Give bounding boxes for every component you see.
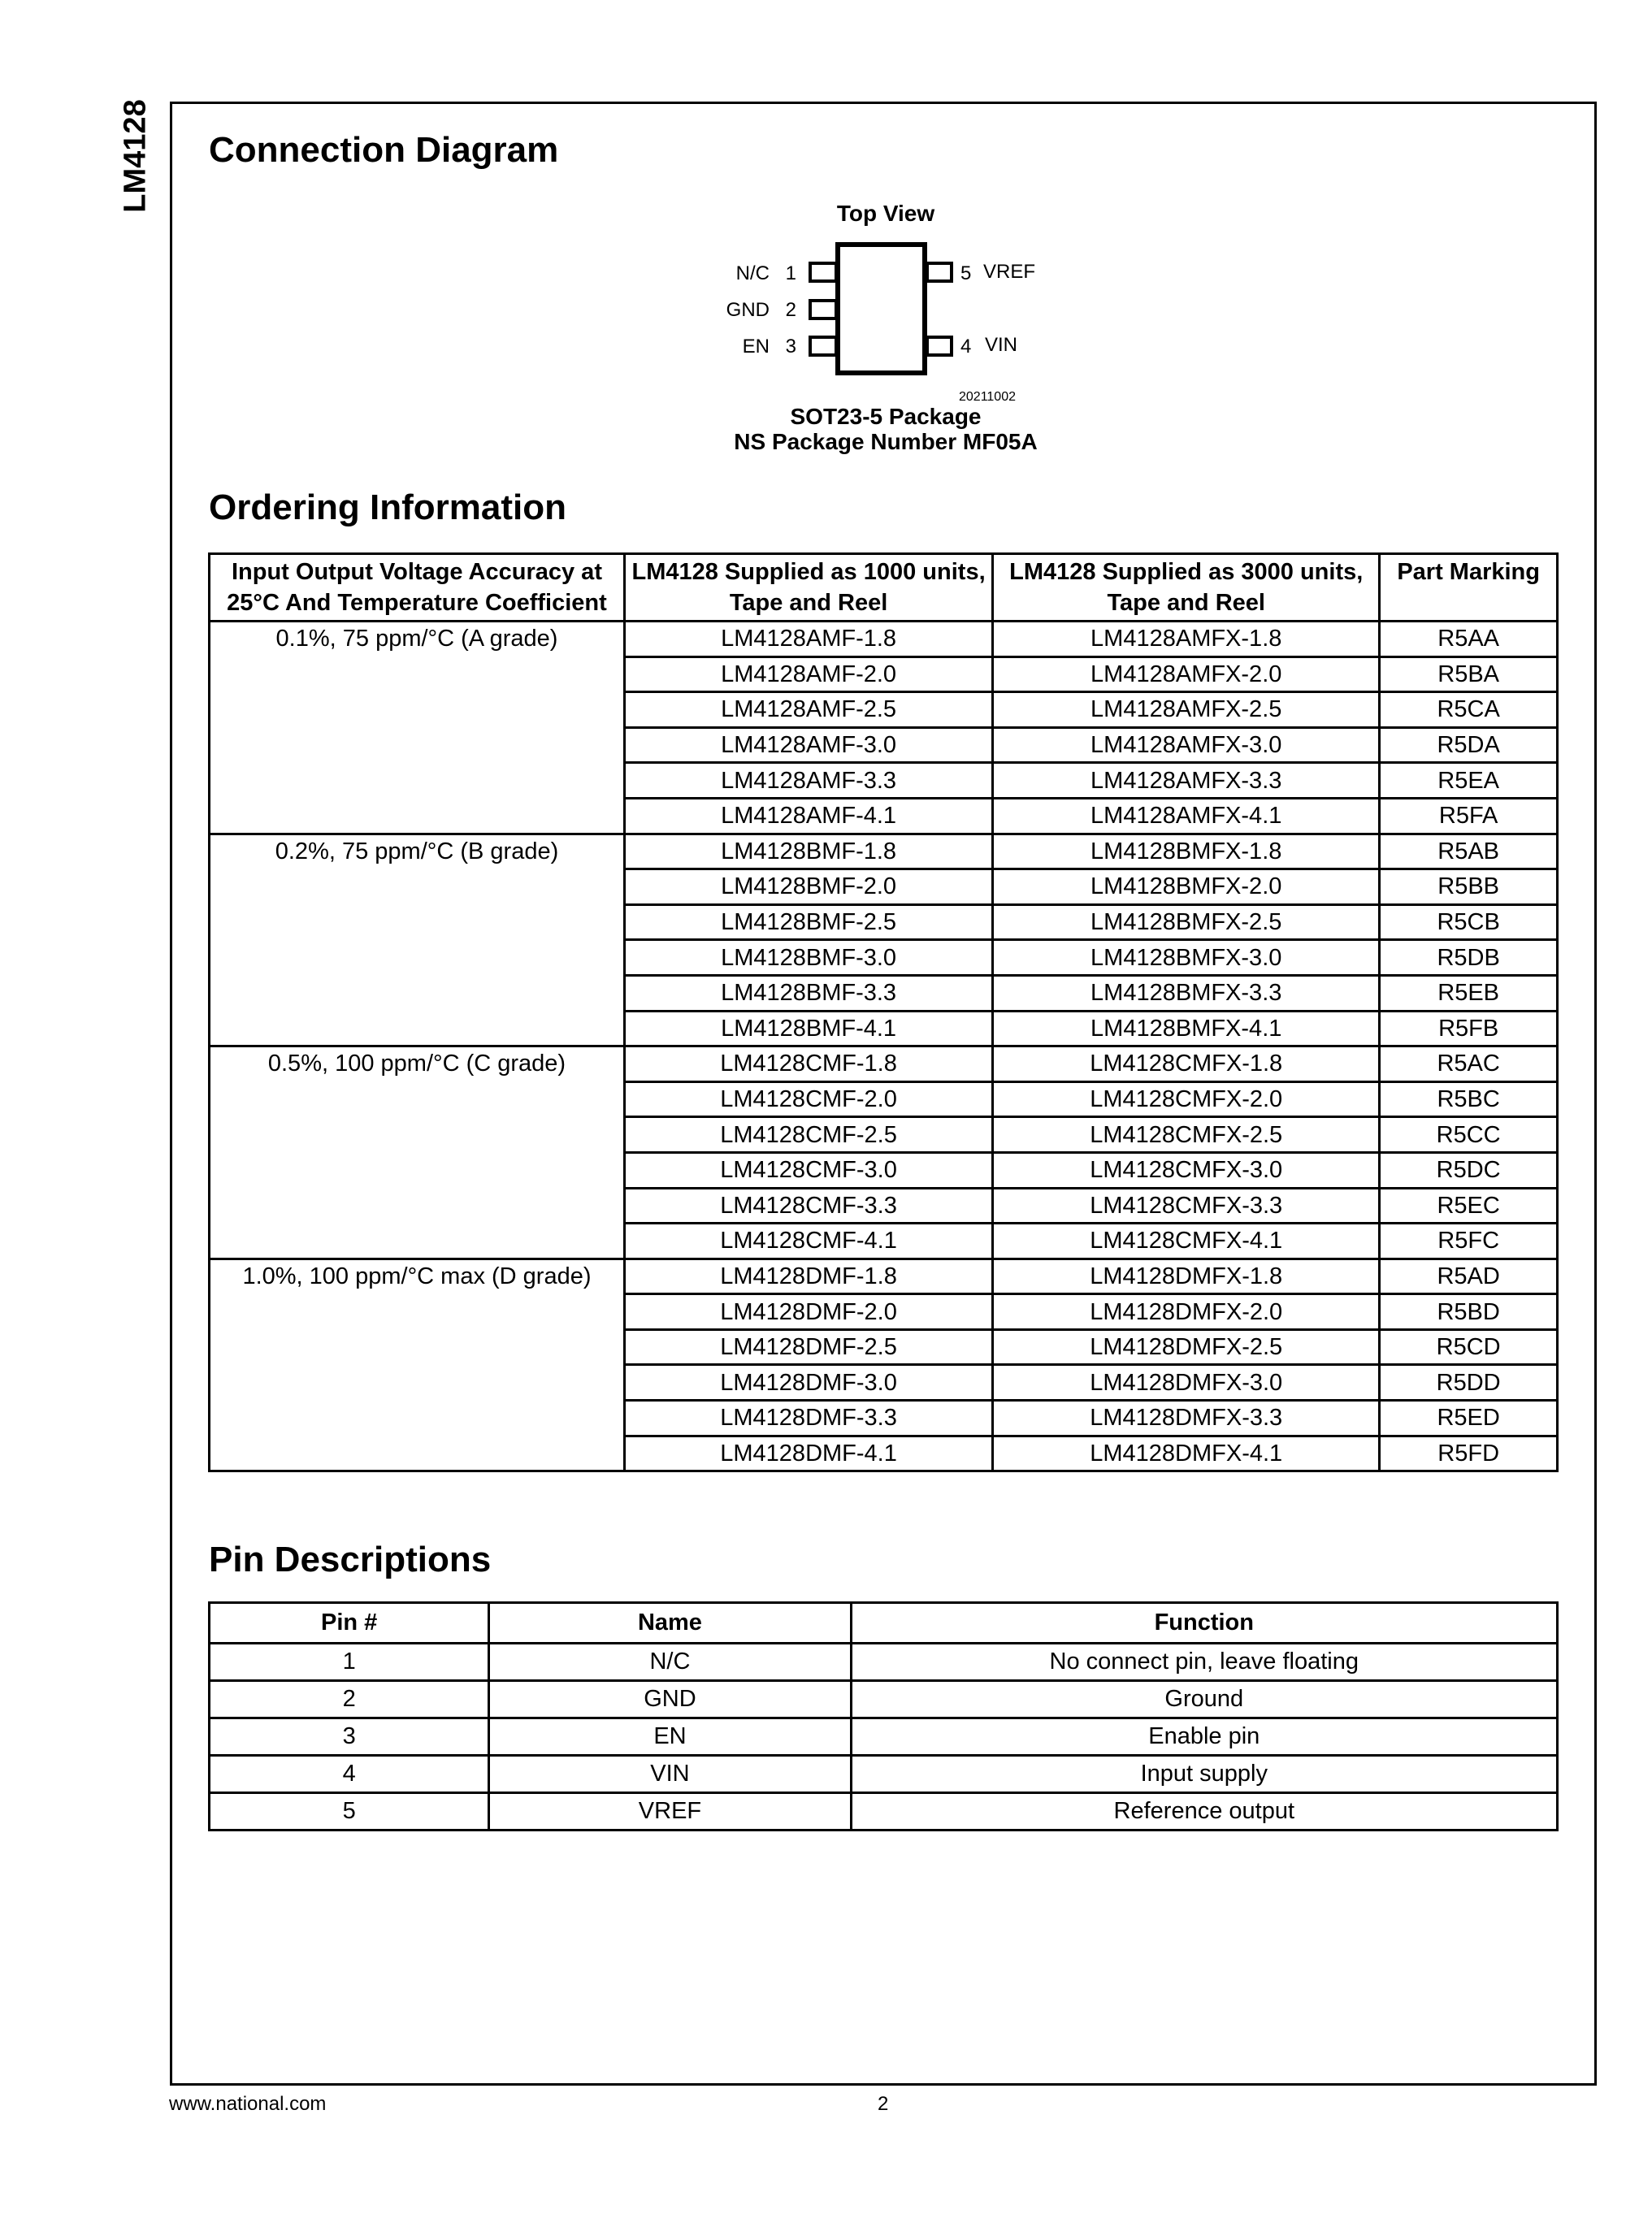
grade-cell: 0.2%, 75 ppm/°C (B grade) <box>210 834 625 1046</box>
grade-cell: 0.1%, 75 ppm/°C (A grade) <box>210 622 625 834</box>
part-1000-cell: LM4128CMF-2.5 <box>624 1117 992 1153</box>
part-3000-cell: LM4128AMFX-2.5 <box>993 692 1380 728</box>
pin-function-cell: No connect pin, leave floating <box>851 1644 1557 1681</box>
part-3000-cell: LM4128CMFX-1.8 <box>993 1046 1380 1082</box>
marking-cell: R5BD <box>1380 1294 1558 1330</box>
part-3000-cell: LM4128AMFX-1.8 <box>993 622 1380 657</box>
part-1000-cell: LM4128CMF-1.8 <box>624 1046 992 1082</box>
side-title-text: LM4128 <box>118 99 153 213</box>
part-3000-cell: LM4128DMFX-2.5 <box>993 1329 1380 1365</box>
table-row <box>210 1756 1558 1793</box>
column-header: LM4128 Supplied as 1000 units, Tape and Reel <box>624 554 992 622</box>
package-number-caption: NS Package Number MF05A <box>734 429 1038 454</box>
part-1000-cell: LM4128AMF-3.3 <box>624 763 992 799</box>
part-3000-cell: LM4128DMFX-1.8 <box>993 1259 1380 1294</box>
table-row <box>210 834 1558 869</box>
package-caption: SOT23-5 Package <box>790 404 982 429</box>
column-header: LM4128 Supplied as 3000 units, Tape and Reel <box>993 554 1380 622</box>
marking-cell: R5EC <box>1380 1188 1558 1224</box>
marking-cell: R5DB <box>1380 940 1558 976</box>
part-1000-cell: LM4128BMF-4.1 <box>624 1011 992 1046</box>
part-3000-cell: LM4128BMFX-3.0 <box>993 940 1380 976</box>
marking-cell: R5CA <box>1380 692 1558 728</box>
part-1000-cell: LM4128CMF-3.3 <box>624 1188 992 1224</box>
part-1000-cell: LM4128CMF-3.0 <box>624 1152 992 1188</box>
marking-cell: R5FA <box>1380 798 1558 834</box>
svg-text:4: 4 <box>960 336 972 357</box>
pin-number-cell: 1 <box>210 1644 489 1681</box>
table-row <box>210 622 1558 657</box>
pin-number-cell: 3 <box>210 1718 489 1756</box>
marking-cell: R5FD <box>1380 1436 1558 1471</box>
part-1000-cell: LM4128AMF-1.8 <box>624 622 992 657</box>
column-header: Part Marking <box>1380 554 1558 622</box>
footer-url: www.national.com <box>169 2093 327 2115</box>
pin-name-cell: EN <box>489 1718 851 1756</box>
pin-descriptions-table <box>208 1601 1559 1831</box>
table-row <box>210 1718 1558 1756</box>
table-row <box>210 1644 1558 1681</box>
svg-text:1: 1 <box>785 262 796 284</box>
pin-name-cell: VIN <box>489 1756 851 1793</box>
diagram-title: Top View <box>836 201 935 226</box>
part-1000-cell: LM4128CMF-2.0 <box>624 1081 992 1117</box>
part-3000-cell: LM4128AMFX-3.3 <box>993 763 1380 799</box>
part-1000-cell: LM4128DMF-3.0 <box>624 1365 992 1401</box>
part-1000-cell: LM4128CMF-4.1 <box>624 1224 992 1259</box>
column-header: Input Output Voltage Accuracy at 25°C And Temperature Coefficient <box>210 554 625 622</box>
part-1000-cell: LM4128DMF-2.0 <box>624 1294 992 1330</box>
grade-cell: 0.5%, 100 ppm/°C (C grade) <box>210 1046 625 1259</box>
part-1000-cell: LM4128BMF-1.8 <box>624 834 992 869</box>
part-3000-cell: LM4128DMFX-3.0 <box>993 1365 1380 1401</box>
part-3000-cell: LM4128AMFX-4.1 <box>993 798 1380 834</box>
part-1000-cell: LM4128BMF-2.5 <box>624 904 992 940</box>
part-1000-cell: LM4128AMF-2.5 <box>624 692 992 728</box>
marking-cell: R5FB <box>1380 1011 1558 1046</box>
svg-text:5: 5 <box>960 262 972 284</box>
marking-cell: R5ED <box>1380 1401 1558 1436</box>
part-3000-cell: LM4128BMFX-2.0 <box>993 869 1380 905</box>
marking-cell: R5AB <box>1380 834 1558 869</box>
part-3000-cell: LM4128BMFX-3.3 <box>993 975 1380 1011</box>
part-1000-cell: LM4128DMF-4.1 <box>624 1436 992 1471</box>
part-1000-cell: LM4128AMF-4.1 <box>624 798 992 834</box>
grade-cell: 1.0%, 100 ppm/°C max (D grade) <box>210 1259 625 1471</box>
pin-number-cell: 4 <box>210 1756 489 1793</box>
marking-cell: R5CB <box>1380 904 1558 940</box>
part-3000-cell: LM4128BMFX-1.8 <box>993 834 1380 869</box>
marking-cell: R5DA <box>1380 727 1558 763</box>
marking-cell: R5AC <box>1380 1046 1558 1082</box>
part-3000-cell: LM4128CMFX-4.1 <box>993 1224 1380 1259</box>
svg-text:GND: GND <box>726 299 770 321</box>
part-3000-cell: LM4128CMFX-2.5 <box>993 1117 1380 1153</box>
part-3000-cell: LM4128AMFX-3.0 <box>993 727 1380 763</box>
marking-cell: R5AD <box>1380 1259 1558 1294</box>
marking-cell: R5EB <box>1380 975 1558 1011</box>
pin-descriptions-heading: Pin Descriptions <box>209 1540 492 1579</box>
ordering-information-heading: Ordering Information <box>209 487 566 527</box>
svg-text:2: 2 <box>785 299 796 321</box>
part-1000-cell: LM4128DMF-1.8 <box>624 1259 992 1294</box>
svg-text:EN: EN <box>742 336 770 357</box>
column-header: Function <box>851 1603 1557 1644</box>
table-row <box>210 1681 1558 1718</box>
side-part-number <box>115 99 156 213</box>
pin-function-cell: Reference output <box>851 1793 1557 1831</box>
pin-number-cell: 2 <box>210 1681 489 1718</box>
svg-text:VREF: VREF <box>983 261 1036 283</box>
part-1000-cell: LM4128BMF-2.0 <box>624 869 992 905</box>
ordering-table <box>208 552 1559 1472</box>
part-3000-cell: LM4128DMFX-2.0 <box>993 1294 1380 1330</box>
part-3000-cell: LM4128AMFX-2.0 <box>993 656 1380 692</box>
marking-cell: R5DD <box>1380 1365 1558 1401</box>
pin-name-cell: VREF <box>489 1793 851 1831</box>
column-header: Pin # <box>210 1603 489 1644</box>
page-number: 2 <box>878 2093 889 2115</box>
part-1000-cell: LM4128AMF-2.0 <box>624 656 992 692</box>
connection-diagram-heading: Connection Diagram <box>209 130 559 170</box>
marking-cell: R5FC <box>1380 1224 1558 1259</box>
figure-number: 20211002 <box>959 390 1016 404</box>
marking-cell: R5BB <box>1380 869 1558 905</box>
marking-cell: R5BC <box>1380 1081 1558 1117</box>
marking-cell: R5AA <box>1380 622 1558 657</box>
part-1000-cell: LM4128BMF-3.3 <box>624 975 992 1011</box>
part-3000-cell: LM4128CMFX-3.3 <box>993 1188 1380 1224</box>
marking-cell: R5EA <box>1380 763 1558 799</box>
part-3000-cell: LM4128CMFX-3.0 <box>993 1152 1380 1188</box>
pin-number-cell: 5 <box>210 1793 489 1831</box>
part-3000-cell: LM4128DMFX-4.1 <box>993 1436 1380 1471</box>
marking-cell: R5CD <box>1380 1329 1558 1365</box>
part-3000-cell: LM4128BMFX-2.5 <box>993 904 1380 940</box>
pin-function-cell: Input supply <box>851 1756 1557 1793</box>
table-row <box>210 1259 1558 1294</box>
pin-name-cell: N/C <box>489 1644 851 1681</box>
column-header: Name <box>489 1603 851 1644</box>
pin-function-cell: Enable pin <box>851 1718 1557 1756</box>
part-1000-cell: LM4128DMF-3.3 <box>624 1401 992 1436</box>
marking-cell: R5BA <box>1380 656 1558 692</box>
pin-function-cell: Ground <box>851 1681 1557 1718</box>
part-3000-cell: LM4128CMFX-2.0 <box>993 1081 1380 1117</box>
part-1000-cell: LM4128DMF-2.5 <box>624 1329 992 1365</box>
table-row <box>210 1046 1558 1082</box>
part-3000-cell: LM4128DMFX-3.3 <box>993 1401 1380 1436</box>
marking-cell: R5DC <box>1380 1152 1558 1188</box>
svg-text:VIN: VIN <box>985 334 1018 356</box>
table-row <box>210 1793 1558 1831</box>
part-1000-cell: LM4128AMF-3.0 <box>624 727 992 763</box>
svg-text:N/C: N/C <box>735 262 770 284</box>
part-3000-cell: LM4128BMFX-4.1 <box>993 1011 1380 1046</box>
part-1000-cell: LM4128BMF-3.0 <box>624 940 992 976</box>
svg-text:3: 3 <box>785 336 796 357</box>
pin-name-cell: GND <box>489 1681 851 1718</box>
marking-cell: R5CC <box>1380 1117 1558 1153</box>
